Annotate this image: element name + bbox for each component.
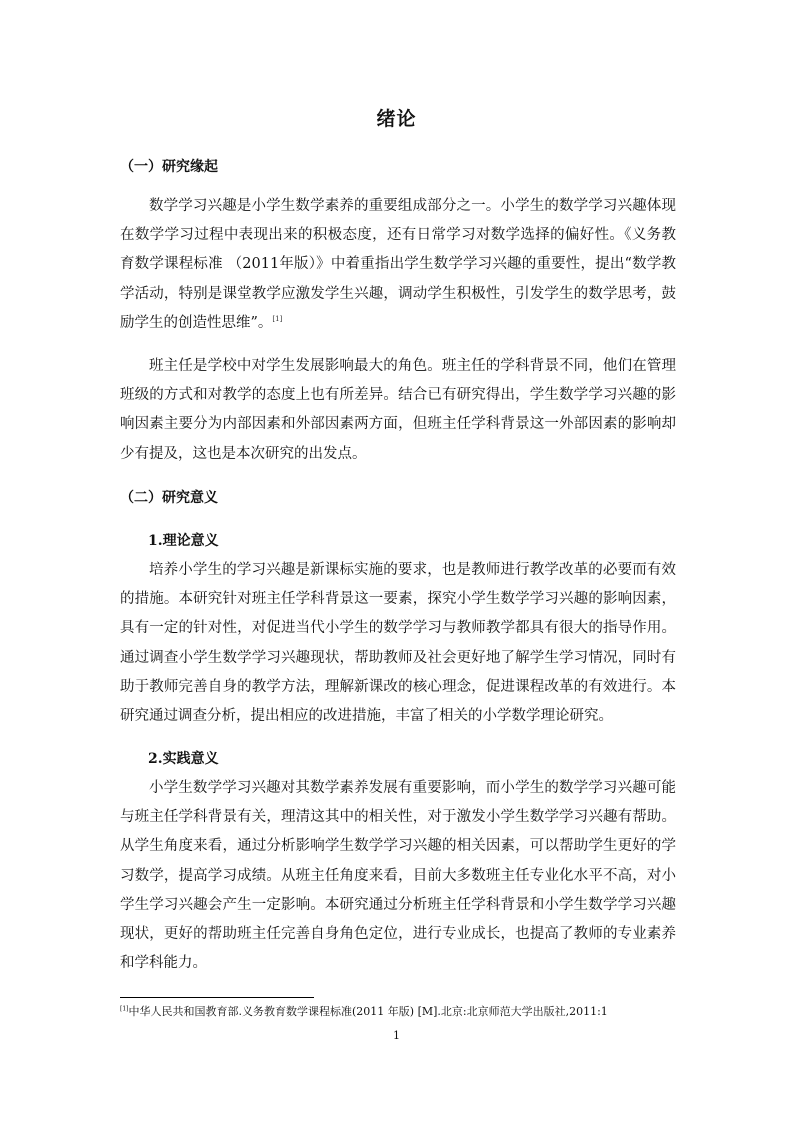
paragraph-text: 数学学习兴趣是小学生数学素养的重要组成部分之一。小学生的数学学习兴趣体现在数学学习过程中表现出来的积极态度，还有日常学习对数学选择的偏好性。《义务教育数学课程标准 （2011年版）》中着重指出学生数学学习兴趣的重要性，提出“数学教学活动，特别是课堂教学应激发学生兴趣，调动学生积极性，引发学生的数学思考，鼓励学生的创造性思维”。 [120, 198, 676, 331]
footnote [120, 1003, 608, 1019]
paragraph-theory: 培养小学生的学习兴趣是新课标实施的要求，也是教师进行教学改革的必要而有效的措施。本研究针对班主任学科背景这一要素，探究小学生数学学习兴趣的影响因素，具有一定的针对性，对促进当代小学生的数学学习与教师教学都具有很大的指导作用。通过调查小学生数学学习兴趣现状，帮助教师及社会更好地了解学生学习情况，同时有助于教师完善自身的教学方法，理解新课改的核心理念，促进课程改革的有效进行。本研究通过调查分析，提出相应的改进措施，丰富了相关的小学数学理论研究。 [120, 562, 676, 725]
subheading-practice: 2.实践意义 [148, 751, 219, 767]
footnote-marker: [1] [120, 1005, 129, 1013]
citation-ref[interactable]: [1] [272, 314, 283, 323]
footnote-text: 中华人民共和国教育部.义务教育数学课程标准(2011 年版) [M].北京:北京师范大学出版社,2011:1 [128, 1005, 608, 1018]
paragraph-origin-2: 班主任是学校中对学生发展影响最大的角色。班主任的学科背景不同，他们在管理班级的方式和对教学的态度上也有所差异。结合已有研究得出，学生数学学习兴趣的影响因素主要分为内部因素和外部因素两方面，但班主任学科背景这一外部因素的影响却少有提及，这也是本次研究的出发点。 [120, 358, 676, 462]
paragraph-practice: 小学生数学学习兴趣对其数学素养发展有重要影响，而小学生的数学学习兴趣可能与班主任学科背景有关，理清这其中的相关性，对于激发小学生数学学习兴趣有帮助。从学生角度来看，通过分析影响学生数学学习兴趣的相关因素，可以帮助学生更好的学习数学，提高学习成绩。从班主任角度来看，目前大多数班主任专业化水平不高，对小学生学习兴趣会产生一定影响。本研究通过分析班主任学科背景和小学生数学学习兴趣现状，更好的帮助班主任完善自身角色定位，进行专业成长，也提高了教师的专业素养和学科能力。 [120, 780, 676, 972]
footnote-divider [120, 997, 314, 998]
section-heading-origin: （一）研究缘起 [120, 159, 218, 175]
paragraph-origin-1 [120, 192, 676, 338]
page-number: 1 [393, 1029, 400, 1042]
section-heading-significance: （二）研究意义 [120, 490, 218, 506]
subheading-theory: 1.理论意义 [148, 533, 219, 549]
page-title: 绪论 [376, 108, 417, 130]
